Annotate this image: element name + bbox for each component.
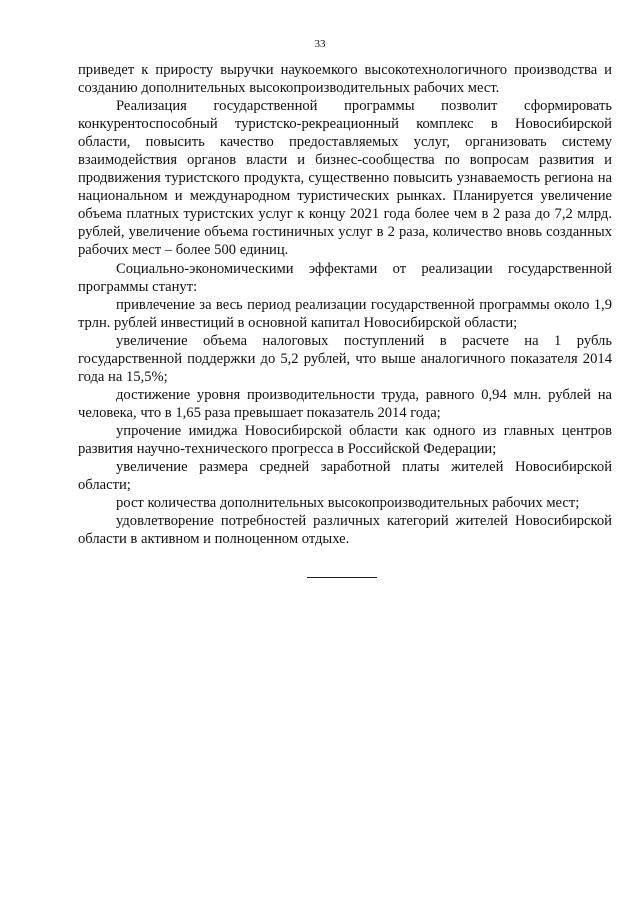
paragraph-effects-intro: Социально-экономическими эффектами от реализации государственной программы станут: [78, 260, 612, 295]
list-item-jobs: рост количества дополнительных высокопроизводительных рабочих мест; [116, 495, 580, 512]
list-item-recreation: удовлетворение потребностей различных категорий жителей Новосибирской области в активном и полноценном отдыхе. [78, 513, 612, 548]
list-item-investment: привлечение за весь период реализации государственной программы около 1,9 трлн. рублей инвестиций в основной капитал Новосибирской области; [78, 296, 612, 331]
list-item-image: упрочение имиджа Новосибирской области как одного из главных центров развития научно-технического прогресса в Российской Федерации; [78, 422, 612, 457]
end-divider [307, 577, 377, 578]
document-body [78, 61, 612, 548]
list-item-productivity: достижение уровня производительности труда, равного 0,94 млн. рублей на человека, что в 1,65 раза превышает показатель 2014 года; [78, 386, 612, 421]
paragraph-continuation: приведет к приросту выручки наукоемкого высокотехнологичного производства и созданию дополнительных высокопроизводительных рабочих мест. [78, 62, 612, 97]
paragraph-tourism: Реализация государственной программы позволит сформировать конкурентоспособный туристско-рекреационный комплекс в Новосибирской области, повысить качество предоставляемых услуг, организовать систему взаимодействия органов власти и бизнес-сообщества по вопросам развития и продвижения туристского продукта, существенно повысить узнаваемость региона на национальном и международном туристических рынках. Планируется увеличение объема платных туристских услуг к концу 2021 года более чем в 2 раза до 7,2 млрд. рублей, увеличение объема гостиничных услуг в 2 раза, количество вновь созданных рабочих мест – более 500 единиц. [78, 98, 612, 259]
list-item-tax-revenue: увеличение объема налоговых поступлений в расчете на 1 рубль государственной поддержки до 5,2 рублей, что выше аналогичного показателя 2014 года на 15,5%; [78, 332, 612, 385]
page-number: 33 [314, 38, 326, 50]
list-item-wages: увеличение размера средней заработной платы жителей Новосибирской области; [78, 459, 612, 494]
